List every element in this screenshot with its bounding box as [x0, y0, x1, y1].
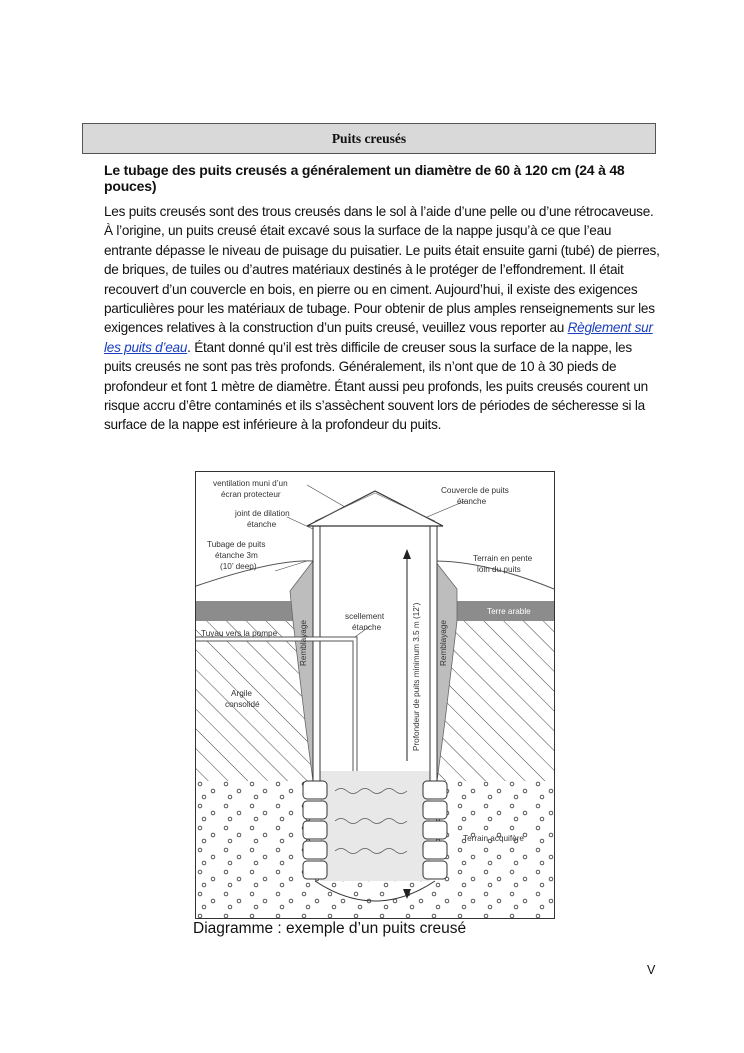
label-vent-2: écran protecteur	[221, 490, 281, 499]
label-cover-1: Couvercle de puits	[441, 486, 509, 495]
dug-well-diagram	[195, 471, 555, 919]
diagram-caption: Diagramme : exemple d’un puits creusé	[193, 920, 467, 937]
label-joint-2: étanche	[247, 520, 277, 529]
label-aquifer: Terrain acquifère	[463, 834, 524, 843]
label-pipe: Tuyau vers la pompe	[201, 629, 278, 638]
label-clay-1: Argile	[231, 689, 252, 698]
casing-wall-right	[430, 526, 437, 781]
label-casing-3: (10’ deep)	[220, 562, 257, 571]
label-vent-1: ventilation muni d’un	[213, 479, 288, 488]
label-joint-1: joint de dilation	[235, 509, 290, 518]
section-title-box	[82, 123, 656, 154]
well-water	[320, 771, 430, 881]
label-clay-2: consolidé	[225, 700, 260, 709]
label-depth: Profondeur de puits minimum 3.5 m (12’)	[412, 602, 421, 751]
label-seal-2: étanche	[352, 623, 382, 632]
label-topsoil: Terre arable	[487, 607, 531, 616]
label-slope-1: Terrain en pente	[473, 554, 533, 563]
page-number: V	[647, 963, 656, 977]
regulation-link[interactable]: Règlement sur les puits d’eau	[104, 320, 653, 355]
label-cover-2: étanche	[457, 497, 487, 506]
label-slope-2: loin du puits	[477, 565, 521, 574]
section-title: Puits creusés	[331, 130, 407, 146]
body-text-start: Les puits creusés sont des trous creusés dans le sol à l’aide d’une pelle ou d’une rétrocaveuse. À l’origine, un puits creusé était excavé sous la surface de la nappe jusqu’à ce que l’eau entrante dépasse le niveau de puisage du puisatier. Le puits était ensuite garni (tubé) de pierres, de briques, de tuiles ou d’autres matériaux destinés à le protéger de l’effondrement. Il était recouvert d’un couvercle en bois, en pierre ou en ciment. Aujourd’hui, il existe des exigences particulières pour les matériaux de tubage. Pour obtenir de plus amples renseignements sur les exigences relatives à la construction d’un puits creusé, veuillez vous reporter au	[104, 204, 660, 336]
liner-blocks-left	[303, 781, 327, 879]
label-seal-1: scellement	[345, 612, 385, 621]
label-casing-1: Tubage de puits	[207, 540, 266, 549]
body-text-end: . Étant donné qu’il est très difficile de creuser sous la surface de la nappe, les puits creusés ne sont pas très profonds. Généralement, ils n’ont que de 10 à 30 pieds de profondeur et font 1 mètre de diamètre. Étant aussi peu profonds, les puits creusés courent un risque accru d’être contaminés et ils s’assèchent souvent lors de périodes de sécheresse si la surface de la nappe est inférieure à la profondeur du puits.	[104, 339, 648, 433]
subtitle: Le tubage des puits creusés a généralement un diamètre de 60 à 120 cm (24 à 48 pouces)	[104, 162, 625, 194]
label-backfill-left: Remblayage	[299, 620, 308, 666]
label-casing-2: étanche 3m	[215, 551, 258, 560]
label-backfill-right: Remblayage	[439, 620, 448, 666]
liner-blocks-right	[423, 781, 447, 879]
body-paragraph	[104, 202, 660, 435]
casing-wall-left	[313, 526, 320, 781]
